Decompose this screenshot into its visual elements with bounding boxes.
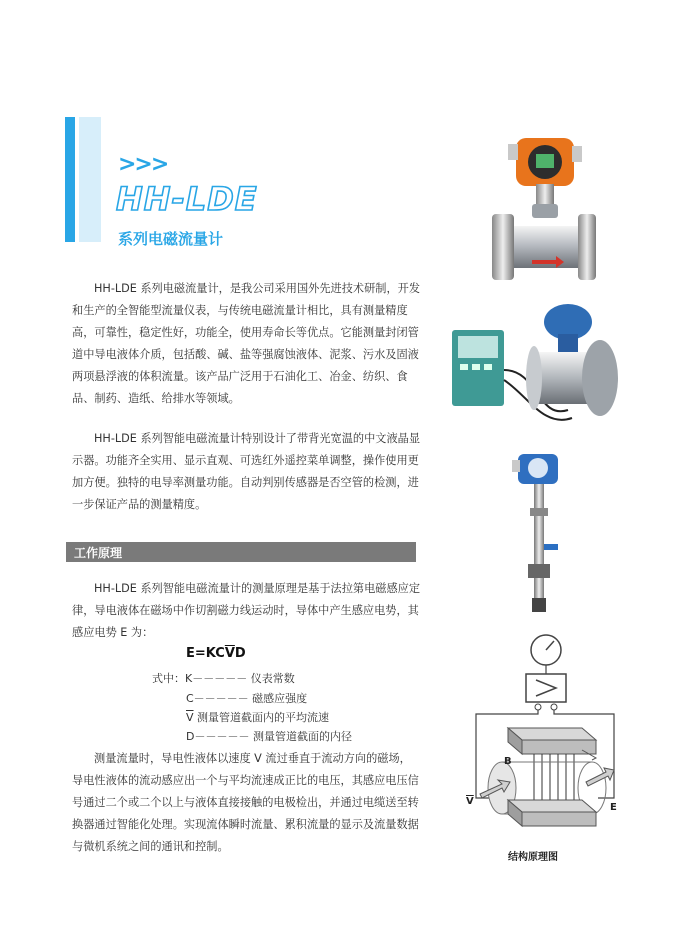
definition-d: D－－－－－ 测量管道截面的内径 xyxy=(186,730,352,743)
accent-bar-dark xyxy=(65,117,75,242)
label-v: V xyxy=(466,796,474,807)
model-title: HH-LDE xyxy=(116,180,258,218)
intro-paragraph-1: HH-LDE 系列电磁流量计，是我公司采用国外先进技术研制，开发和生产的全智能型流量仪表，与传统电磁流量计相比，具有测量精度高，可靠性，稳定性好，功能全，使用寿命长等优点。它能测量封闭管道中导电液体介质，包括酸、碱、盐等强腐蚀液体、泥浆、污水及固液两项悬浮液的体积流量。该产品广泛用于石油化工、冶金、纺织、食品、制药、造纸、给排水等领域。 xyxy=(72,282,421,405)
formula: $E=KC\overline{V}D$ xyxy=(186,646,246,661)
diagram-caption: 结构原理图 xyxy=(508,852,558,863)
definition-v: $\overline{V}$ 测量管道截面内的平均流速 xyxy=(186,711,330,724)
label-e: E xyxy=(610,802,617,813)
label-b: B xyxy=(504,756,512,767)
section-title-principle: 工作原理 xyxy=(74,546,123,560)
structure-principle-diagram xyxy=(464,632,628,846)
intro-paragraph-2: HH-LDE 系列智能电磁流量计特别设计了带背光宽温的中文液晶显示器。功能齐全实用、显示直观、可选红外遥控菜单调整，操作使用更加方便。独特的电导率测量功能。自动判别传感器是否空管的检测，进一步保证产品的测量精度。 xyxy=(72,432,421,511)
accent-bar-light xyxy=(79,117,101,242)
product-image-split-flowmeter xyxy=(448,300,620,440)
chevron-icon: >>> xyxy=(118,152,168,177)
series-subtitle: 系列电磁流量计 xyxy=(118,230,224,248)
principle-paragraph-1: HH-LDE 系列智能电磁流量计的测量原理是基于法拉第电磁感应定律，导电液体在磁场中作切割磁力线运动时，导体中产生感应电势，其感应电势 E 为： xyxy=(72,582,421,639)
product-image-insertion-flowmeter xyxy=(506,448,572,616)
principle-paragraph-2: 测量流量时，导电性液体以速度 V 流过垂直于流动方向的磁场，导电性液体的流动感应出一个与平均流速成正比的电压，其感应电压信号通过二个或二个以上与液体直接接触的电极检出，并通过电缆送至转换器通过智能化处理。实现流体瞬时流量、累积流量的显示及流量数据与微机系统之间的通讯和控制。 xyxy=(72,752,419,853)
definition-k: 式中：K－－－－－ 仪表常数 xyxy=(152,672,295,685)
converter-box xyxy=(526,674,566,702)
product-image-compact-flowmeter xyxy=(486,118,596,290)
definition-c: C－－－－－ 磁感应强度 xyxy=(186,692,308,705)
